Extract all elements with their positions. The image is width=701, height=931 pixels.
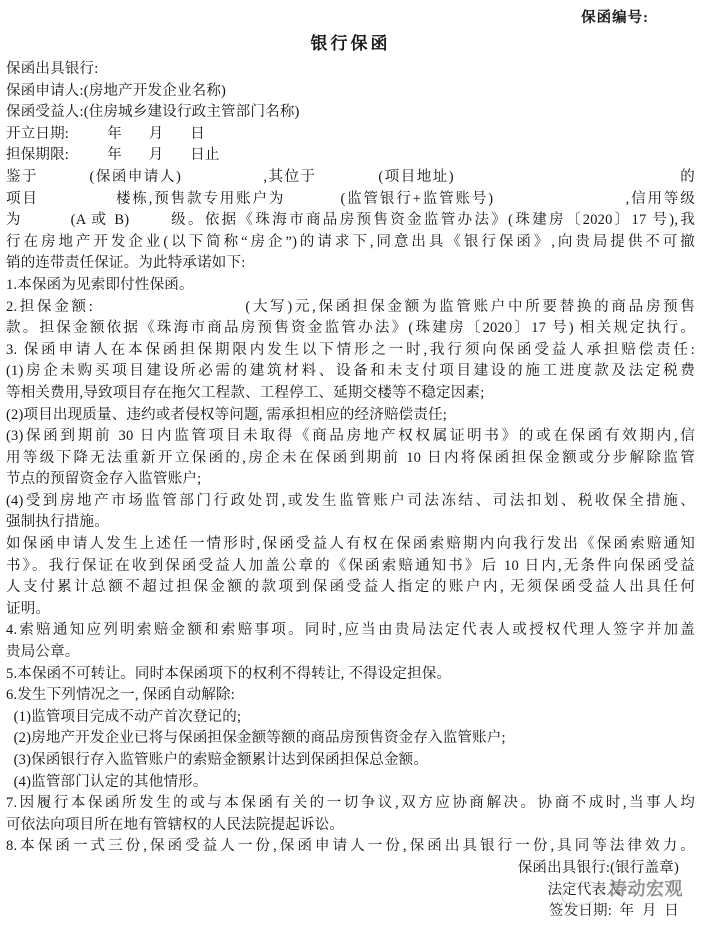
line-claim-para4 bbox=[6, 599, 695, 621]
line-text: 贵局公章。 bbox=[6, 644, 80, 661]
line-item-3-3c bbox=[6, 469, 695, 491]
line-body bbox=[6, 232, 695, 254]
line-text: 行在房地产开发企业(以下简称“房企”)的请求下,同意出具《银行保函》,向贵局提供不可撤 bbox=[6, 233, 695, 250]
line-text: 保函出具银行:(银行盖章) bbox=[517, 859, 679, 876]
line-item-4b bbox=[6, 642, 695, 664]
line-text: 3. 保函申请人在本保函担保期限内发生以下情形之一时,我行须向保函受益人承担赔偿责任: bbox=[6, 341, 695, 358]
line-text: 款。担保金额依据《珠海市商品房预售资金监管办法》(珠建房〔2020〕17 号) 相关规定执行。 bbox=[6, 320, 695, 337]
line-item-3-3 bbox=[6, 426, 695, 448]
line-item-6-2 bbox=[6, 728, 695, 750]
line-signature-rep bbox=[6, 880, 695, 902]
line-item-5 bbox=[6, 664, 695, 686]
line-claim-para2 bbox=[6, 556, 695, 578]
line-item-2b bbox=[6, 318, 695, 340]
line-beneficiary bbox=[6, 102, 695, 124]
line-item-3-4b bbox=[6, 512, 695, 534]
line-item-7b bbox=[6, 815, 695, 837]
line-text: (2)项目出现质量、违约或者侵权等问题, 需承担相应的经济赔偿责任; bbox=[6, 406, 447, 423]
watermark-text: 涛动宏观 bbox=[609, 878, 683, 899]
line-text: 用等级下降无法重新开立保函的,房企未在保函到期前 10 日内将保函担保金额或分步解除监管 bbox=[6, 449, 695, 466]
line-guarantee-period bbox=[6, 145, 695, 167]
line-item-4 bbox=[6, 620, 695, 642]
line-item-3-3b bbox=[6, 448, 695, 470]
line-text: (2)房地产开发企业已将与保函担保金额等额的商品房预售资金存入监管账户; bbox=[6, 730, 506, 747]
line-text: 保函申请人:(房地产开发企业名称) bbox=[6, 82, 227, 99]
line-text: 法定代表人 bbox=[547, 881, 621, 898]
line-item-3-1b bbox=[6, 383, 695, 405]
page-title: 银行保函 bbox=[310, 34, 391, 53]
line-text: 签发日期: 年 月 日 bbox=[548, 903, 679, 920]
line-text: 保函受益人:(住房城乡建设行政主管部门名称) bbox=[6, 104, 300, 121]
line-open-date bbox=[6, 124, 695, 146]
line-text: 证明。 bbox=[6, 600, 51, 617]
line-item-2 bbox=[6, 297, 695, 319]
line-text: (3)保函到期前 30 日内监管项目未取得《商品房地产权权属证明书》的或在保函有效期内,信 bbox=[6, 428, 695, 445]
line-text: 7.因履行本保函所发生的或与本保函有关的一切争议,双方应协商解决。协商不成时,当事人均 bbox=[6, 795, 695, 812]
line-text: 5.本保函不可转让。同时本保函项下的权利不得转让, 不得设定担保。 bbox=[6, 665, 452, 682]
guarantee-number-label: 保函编号: bbox=[581, 10, 649, 26]
line-text: (3)保函银行存入监管账户的索赔金额累计达到保函担保总金额。 bbox=[6, 752, 429, 768]
line-text: 可依法向项目所在地有管辖权的人民法院提起诉讼。 bbox=[6, 816, 345, 833]
line-signature-bank bbox=[6, 858, 695, 880]
line-text: (4)监管部门认定的其他情形。 bbox=[6, 773, 208, 790]
line-text: 1.本保函为见索即付性保函。 bbox=[6, 276, 194, 293]
line-text: (1)监管项目完成不动产首次登记的; bbox=[6, 708, 242, 725]
line-project bbox=[6, 189, 695, 211]
line-claim-para bbox=[6, 534, 695, 556]
line-text: (4)受到房地产市场监管部门行政处罚,或发生监管账户司法冻结、司法扣划、税收保全措施、 bbox=[6, 492, 695, 509]
line-text: 6.发生下列情况之一, 保函自动解除: bbox=[6, 687, 235, 704]
line-claim-para3 bbox=[6, 577, 695, 599]
line-text: 书》。我行保证在收到保函受益人加盖公章的《保函索赔通知书》后 10 日内,无条件向保函受益 bbox=[6, 557, 695, 574]
document-lines bbox=[6, 59, 695, 923]
line-item-3-2 bbox=[6, 405, 695, 427]
line-credit-rating bbox=[6, 210, 695, 232]
line-text: 担保期限: 年 月 日止 bbox=[6, 147, 220, 164]
line-item-6-4 bbox=[6, 772, 695, 794]
line-text: 8.本保函一式三份,保函受益人一份,保函申请人一份,保函出具银行一份,具同等法律效力。 bbox=[6, 838, 695, 855]
line-text: 人支付累计总额不超过担保金额的款项到保函受益人指定的账户内, 无须保函受益人出具任何 bbox=[6, 579, 695, 596]
line-text: 如保函申请人发生上述任一情形时,保函受益人有权在保函索赔期内向我行发出《保函索赔通知 bbox=[6, 536, 695, 553]
line-text: (1)房企未购买项目建设所必需的建筑材料、设备和未支付项目建设的施工进度款及法定税费 bbox=[6, 363, 695, 380]
line-text: 4.索赔通知应列明索赔金额和索赔事项。同时,应当由贵局法定代表人或授权代理人签字并加盖 bbox=[6, 622, 695, 639]
line-text: 为 (A 或 B) 级。依据《珠海市商品房预售资金监管办法》(珠建房〔2020〕17 号),我 bbox=[6, 212, 695, 229]
line-text: 鉴于 (保函申请人) ,其位于 (项目地址) 的 bbox=[6, 168, 695, 185]
line-body bbox=[6, 253, 695, 275]
line-text: 保函出具银行: bbox=[6, 61, 99, 77]
line-item-7 bbox=[6, 793, 695, 815]
line-item-6 bbox=[6, 685, 695, 707]
line-text: 强制执行措施。 bbox=[6, 514, 109, 531]
line-item-6-3 bbox=[6, 750, 695, 772]
line-text: 等相关费用,导致项目存在拖欠工程款、工程停工、延期交楼等不稳定因素; bbox=[6, 384, 485, 401]
line-item-3 bbox=[6, 340, 695, 362]
line-item-3-4 bbox=[6, 491, 695, 513]
line-issuing-bank bbox=[6, 59, 695, 81]
line-item-8 bbox=[6, 836, 695, 858]
line-text: 销的连带责任保证。为此特承诺如下: bbox=[6, 255, 246, 272]
line-applicant bbox=[6, 81, 695, 103]
line-item-3-1 bbox=[6, 361, 695, 383]
line-signature-date bbox=[6, 901, 695, 923]
line-text: 2.担保金额: (大写)元,保函担保金额为监管账户中所要替换的商品房预售 bbox=[6, 298, 695, 315]
line-text: 项目 楼栋,预售款专用账户为 (监管银行+监管账号) ,信用等级 bbox=[6, 190, 695, 207]
line-whereas bbox=[6, 167, 695, 189]
line-text: 节点的预留资金存入监管账户; bbox=[6, 471, 202, 488]
line-item-1 bbox=[6, 275, 695, 297]
line-item-6-1 bbox=[6, 707, 695, 729]
line-text: 开立日期: 年 月 日 bbox=[6, 125, 205, 142]
